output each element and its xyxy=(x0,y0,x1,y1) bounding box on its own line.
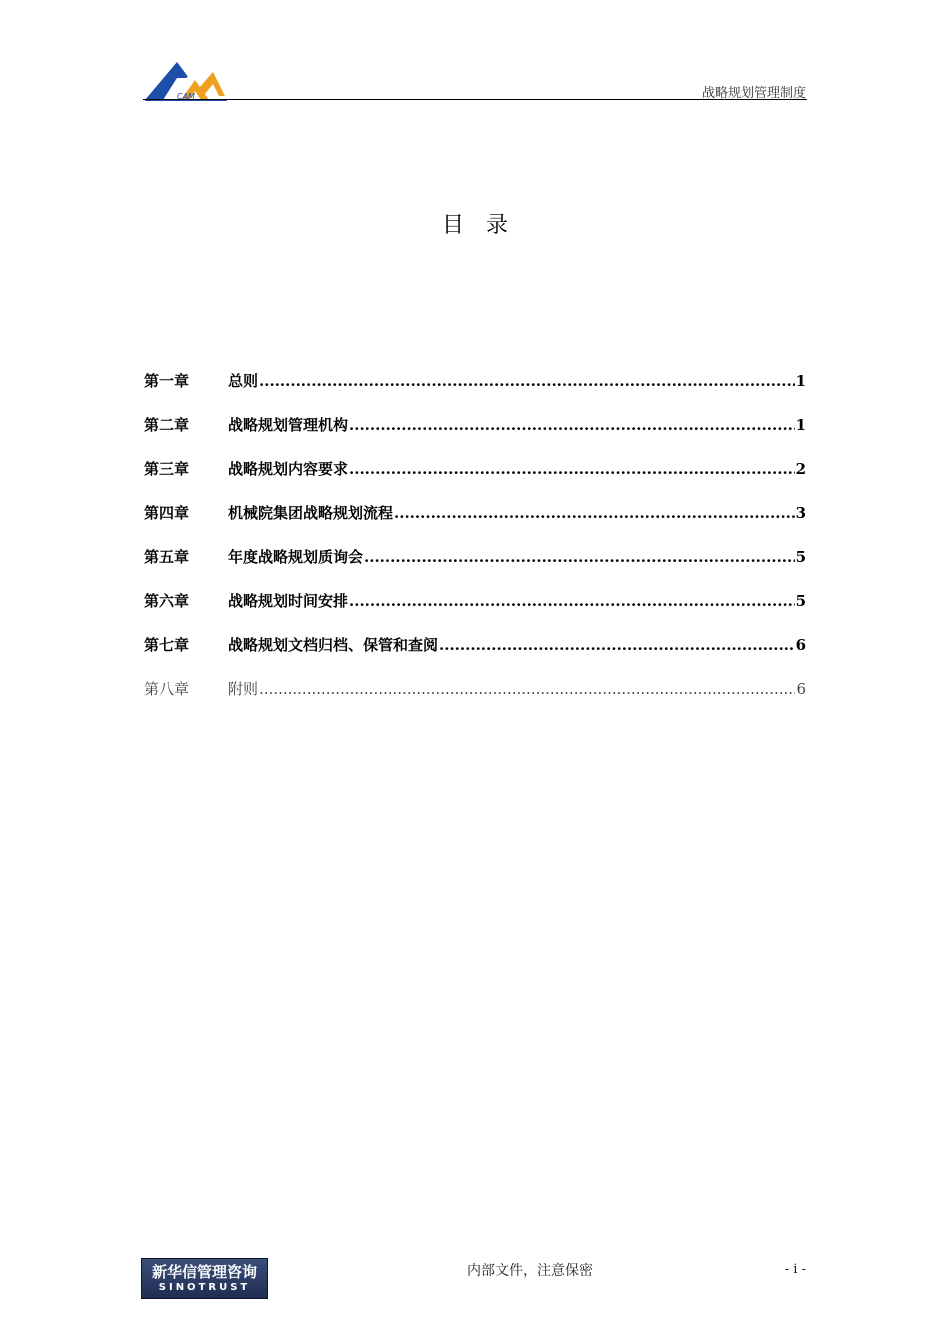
toc-chapter: 第八章 xyxy=(144,680,190,698)
toc-page-number: 1 xyxy=(795,372,806,390)
header-divider xyxy=(143,99,807,100)
footer-logo-cn: 新华信管理咨询 xyxy=(151,1263,257,1281)
toc-title: 机械院集团战略规划流程 xyxy=(228,504,394,522)
document-title: 战略规划管理制度 xyxy=(701,86,806,101)
table-of-contents xyxy=(144,370,806,722)
toc-leader-dots xyxy=(439,636,795,654)
toc-leader-dots xyxy=(364,548,795,566)
toc-title: 战略规划时间安排 xyxy=(228,592,349,610)
toc-chapter: 第五章 xyxy=(144,548,190,566)
toc-heading: 目录 xyxy=(441,213,530,238)
logo-text: CAM xyxy=(177,92,195,101)
toc-leader-dots xyxy=(259,372,795,390)
toc-page-number: 6 xyxy=(795,636,806,654)
toc-title: 战略规划内容要求 xyxy=(228,460,349,478)
toc-chapter: 第三章 xyxy=(144,460,190,478)
footer-logo-en: SINOTRUST xyxy=(158,1282,251,1293)
toc-entry[interactable] xyxy=(144,458,806,502)
toc-page-number: 2 xyxy=(795,460,806,478)
toc-chapter: 第一章 xyxy=(144,372,190,390)
toc-page-number: 3 xyxy=(795,504,806,522)
toc-chapter: 第二章 xyxy=(144,416,190,434)
toc-entry[interactable] xyxy=(144,678,806,722)
toc-entry[interactable] xyxy=(144,634,806,678)
toc-entry[interactable] xyxy=(144,590,806,634)
toc-entry[interactable] xyxy=(144,414,806,458)
toc-leader-dots xyxy=(349,416,795,434)
toc-entry[interactable] xyxy=(144,370,806,414)
company-logo xyxy=(143,58,227,102)
toc-title: 战略规划管理机构 xyxy=(228,416,349,434)
page-number: - i - xyxy=(784,1262,806,1277)
toc-entry[interactable] xyxy=(144,502,806,546)
toc-title: 战略规划文档归档、保管和查阅 xyxy=(228,636,439,654)
toc-chapter: 第七章 xyxy=(144,636,190,654)
toc-page-number: 6 xyxy=(796,680,806,698)
toc-title: 年度战略规划质询会 xyxy=(228,548,364,566)
toc-leader-dots xyxy=(349,460,795,478)
toc-leader-dots xyxy=(394,504,795,522)
toc-page-number: 1 xyxy=(795,416,806,434)
toc-chapter: 第四章 xyxy=(144,504,190,522)
confidential-note: 内部文件，注意保密 xyxy=(467,1263,593,1279)
toc-title: 附则 xyxy=(228,680,259,698)
toc-chapter: 第六章 xyxy=(144,592,190,610)
toc-title: 总则 xyxy=(228,372,259,390)
toc-entry[interactable] xyxy=(144,546,806,590)
toc-page-number: 5 xyxy=(795,592,806,610)
toc-page-number: 5 xyxy=(795,548,806,566)
toc-leader-dots xyxy=(349,592,795,610)
toc-leader-dots xyxy=(259,680,795,698)
